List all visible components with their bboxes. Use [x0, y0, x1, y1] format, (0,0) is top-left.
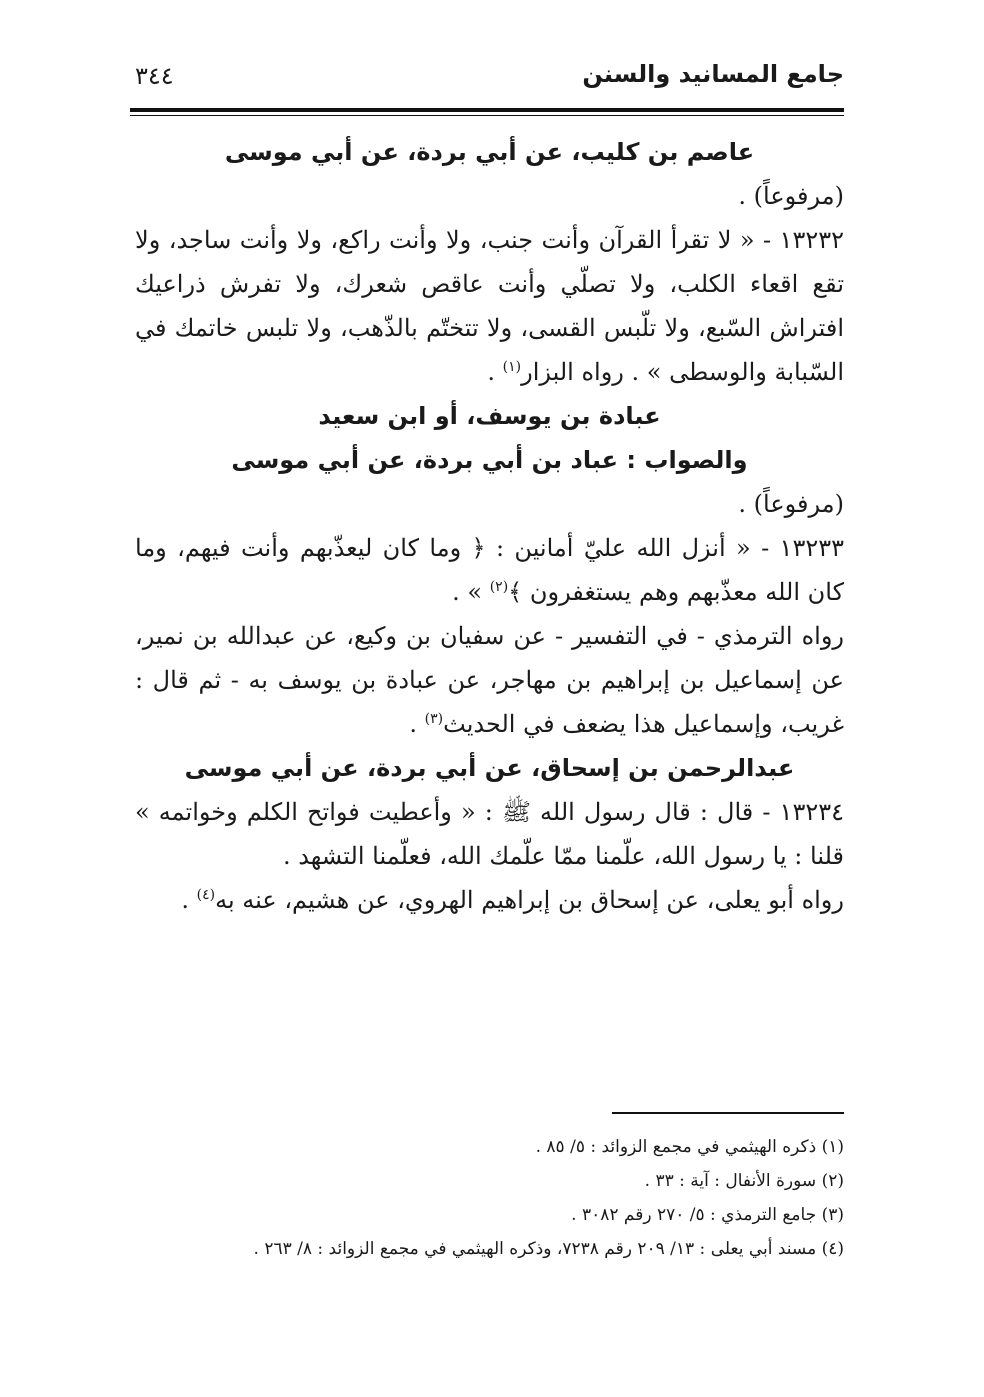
footnote-rule	[612, 1112, 844, 1114]
narration-body: رواه أبو يعلى، عن إسحاق بن إبراهيم الهروي، عن هشيم، عنه به	[215, 886, 844, 914]
footnote-item: (١) ذكره الهيثمي في مجمع الزوائد : ٥/ ٨٥ .	[535, 1137, 844, 1157]
footnote-ref: (١)	[502, 359, 522, 375]
hadith-text	[135, 218, 844, 394]
running-title: جامع المسانيد والسنن	[582, 60, 844, 88]
page-number: ٣٤٤	[135, 62, 174, 90]
hadith-end: .	[487, 358, 503, 386]
hadith-end: » .	[452, 578, 490, 606]
hadith-body: ١٣٢٣٢ - « لا تقرأ القرآن وأنت جنب، ولا وأنت راكع، ولا وأنت ساجد، ولا تقع اقعاء الكلب، ولا تصلّي وأنت عاقص شعرك، ولا تفرش ذراعيك افتراش السّبع، ولا تلّبس القسى، ولا تتختّم بالذّهب، ولا تلبس خاتمك في السّبابة والوسطى » . رواه البزار	[135, 226, 844, 386]
footnote-ref: (٣)	[424, 711, 444, 727]
hadith-body: ١٣٢٣٣ - « أنزل الله عليّ أمانين : ﴿ وما كان ليعذّبهم وأنت فيهم، وما كان الله معذّبهم وهم يستغفرون ﴾	[135, 534, 844, 606]
correction-line	[135, 438, 844, 482]
section-heading: عبادة بن يوسف، أو ابن سعيد	[318, 402, 661, 430]
hadith-text: ١٣٢٣٤ - قال : قال رسول الله ﷺ : « وأعطيت فواتح الكلم وخواتمه » قلنا : يا رسول الله، علّمنا ممّا علّمك الله، فعلّمنا التشهد .	[135, 798, 844, 870]
section-heading: عبدالرحمن بن إسحاق، عن أبي بردة، عن أبي موسى	[184, 754, 795, 782]
footnote-item: (٢) سورة الأنفال : آية : ٣٣ .	[644, 1171, 844, 1191]
footnote-item: (٣) جامع الترمذي : ٥/ ٢٧٠ رقم ٣٠٨٢ .	[571, 1205, 844, 1225]
hadith-text	[135, 526, 844, 614]
footnote-ref: (٢)	[489, 579, 509, 595]
page-header	[135, 52, 844, 112]
marfu-label: (مرفوعاً) .	[738, 490, 844, 518]
page-body	[135, 130, 844, 922]
footnote-ref: (٤)	[196, 887, 216, 903]
narration-text	[135, 878, 844, 922]
marfu-label: (مرفوعاً) .	[738, 182, 844, 210]
section-heading: عاصم بن كليب، عن أبي بردة، عن أبي موسى	[224, 138, 755, 166]
narration-end: .	[181, 886, 197, 914]
narration-end: .	[409, 710, 425, 738]
footnote-item: (٤) مسند أبي يعلى : ١٣/ ٢٠٩ رقم ٧٢٣٨، وذكره الهيثمي في مجمع الزوائد : ٨/ ٢٦٣ .	[253, 1239, 844, 1259]
correction-label: والصواب	[644, 446, 748, 474]
header-rule	[130, 108, 844, 112]
header-rule-thin	[130, 115, 844, 116]
narration-body: رواه الترمذي - في التفسير - عن سفيان بن وكيع، عن عبدالله بن نمير، عن إسماعيل بن إبراهيم بن مهاجر، عن عبادة بن يوسف به - ثم قال : غريب، وإسماعيل هذا يضعف في الحديث	[135, 622, 844, 738]
footnotes	[135, 1130, 844, 1266]
correction-text: : عباد بن أبي بردة، عن أبي موسى	[231, 446, 645, 474]
narration-text	[135, 614, 844, 746]
